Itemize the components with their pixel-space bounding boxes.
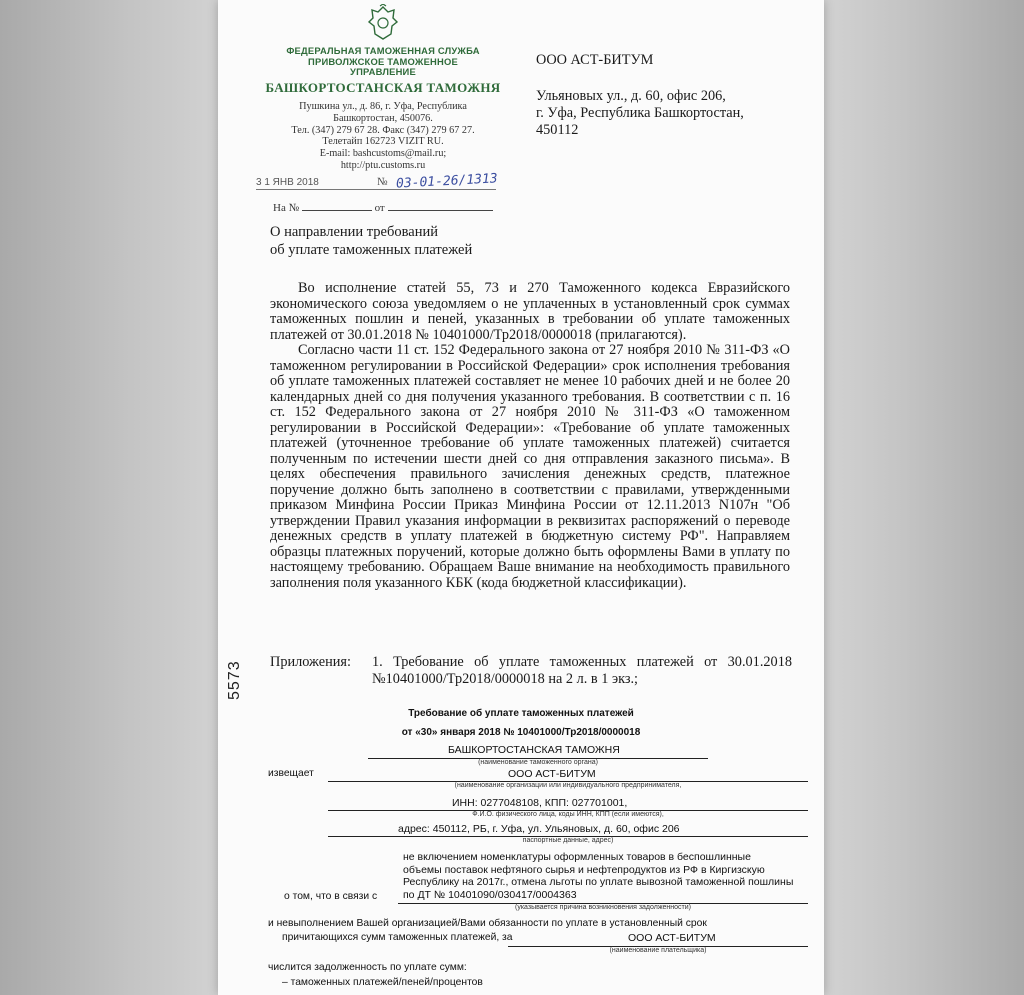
form-debt-item: – таможенных платежей/пеней/процентов — [282, 977, 483, 988]
form-address: адрес: 450112, РБ, г. Уфа, ул. Ульяновых, д. 60, офис 206 — [398, 823, 680, 835]
handwritten-number: 03-01-26/1313 — [395, 171, 499, 192]
form-inn-kpp: ИНН: 0277048108, КПП: 027701001, — [452, 797, 628, 809]
subject-line: О направлении требований — [270, 224, 438, 240]
recipient-address-line: Ульяновых ул., д. 60, офис 206, — [536, 88, 726, 104]
form-reason-label: о том, что в связи с — [284, 891, 378, 902]
address-line: http://ptu.customs.ru — [340, 159, 426, 171]
document-page — [218, 0, 824, 995]
address-line: Телетайп 162723 VIZIT RU. — [322, 136, 444, 148]
side-registration-number: 5573 — [226, 660, 243, 700]
office-address — [258, 101, 508, 172]
body-paragraph-2: Согласно части 11 ст. 152 Федерального закона от 27 ноября 2010 № 311-ФЗ «О таможенном регулировании в Российской Федерации» срок исполнения требования об уплате таможенных платежей составляет не менее 10 рабочих дней и не более 20 календарных дней со дня получения указанного требования. В соответствии с п. 16 ст. 152 Федерального закона от 27 ноября 2010 № 311-ФЗ «О таможенном регулировании в Российской Федерации»: «Требование об уплате таможенных платежей (уточненное требование об уплате таможенных платежей) считается полученным по истечении шести дней со дня отправления заказного письма». В целях обеспечения правильного зачисления денежных средств, платежное поручение должно быть заполнено в соответствии с правилами, утвержденными приказом Минфина России Приказ Минфина России от 12.11.2013 N107н "Об утверждении Правил указания информации в реквизитах распоряжений о переводе денежных средств в уплату платежей в бюджетную систему РФ". Направляем образцы платежных поручений, которые должно быть оформлены Вами в уплату по настоящему требованию. Обращаем Ваше внимание на необходимость правильного заполнения поля указанного КБК (кода бюджетной классификации). — [270, 342, 790, 591]
address-line: Башкортостан, 450076. — [333, 112, 433, 124]
form-subtitle: от «30» января 2018 № 10401000/Тр2018/0000018 — [401, 727, 641, 738]
form-customs-body: БАШКОРТОСТАНСКАЯ ТАМОЖНЯ — [448, 744, 620, 756]
form-organization: ООО АСТ-БИТУМ — [508, 768, 596, 780]
form-reason-line: Республику на 2017г., отмена льготы по уплате вывозной таможенной пошлины — [403, 876, 794, 888]
form-payer: ООО АСТ-БИТУМ — [628, 932, 716, 944]
background-right — [824, 0, 1024, 995]
form-caption: (наименование таможенного органа) — [478, 759, 598, 766]
ref-date-blank — [388, 210, 493, 211]
form-caption: (наименование плательщика) — [609, 947, 707, 954]
agency-name-line2: ПРИВОЛЖСКОЕ ТАМОЖЕННОЕ — [308, 56, 458, 67]
coat-of-arms-icon — [366, 4, 400, 42]
address-line: Тел. (347) 279 67 28. Факс (347) 279 67 27. — [291, 124, 475, 136]
recipient-name: ООО АСТ-БИТУМ — [536, 52, 654, 68]
office-title: БАШКОРТОСТАНСКАЯ ТАМОЖНЯ — [265, 80, 501, 95]
subject-line: об уплате таможенных платежей — [270, 242, 473, 258]
form-reason-line: не включением номенклатуры оформленных товаров в беспошлинные — [403, 851, 751, 863]
number-prefix: № — [377, 176, 388, 188]
form-caption: Ф.И.О. физического лица, коды ИНН, КПП (если имеются), — [472, 811, 664, 818]
address-line: Пушкина ул., д. 86, г. Уфа, Республика — [299, 101, 467, 112]
address-line: E-mail: bashcustoms@mail.ru; — [319, 148, 447, 160]
subject — [270, 223, 472, 259]
recipient-address — [536, 88, 744, 139]
attachments-item: 1. Требование об уплате таможенных платежей от 30.01.2018 №10401000/Тр2018/0000018 на 2 л. в 1 экз.; — [372, 654, 792, 687]
stamp-date: 3 1 ЯНВ 2018 — [256, 177, 319, 188]
agency-name-line1: ФЕДЕРАЛЬНАЯ ТАМОЖЕННАЯ СЛУЖБА — [286, 45, 480, 56]
ref-number-blank — [302, 210, 372, 211]
ref-prefix: На № — [273, 202, 300, 214]
form-caption: (наименование организации или индивидуального предпринимателя, — [454, 782, 682, 789]
form-nonfulfillment-2: причитающихся сумм таможенных платежей, за — [282, 932, 513, 943]
form-caption: (указывается причина возникновения задолженности) — [515, 904, 691, 911]
form-reason — [403, 851, 803, 901]
ref-from: от — [374, 202, 385, 214]
background-left — [0, 0, 218, 995]
form-title: Требование об уплате таможенных платежей — [408, 708, 634, 719]
form-debt-label: числится задолженность по уплате сумм: — [268, 962, 467, 973]
recipient-address-line: г. Уфа, Республика Башкортостан, — [536, 105, 744, 121]
form-reason-line: по ДТ № 10401090/030417/0004363 — [403, 888, 577, 901]
attachments-label: Приложения: — [270, 654, 351, 670]
agency-name-line3: УПРАВЛЕНИЕ — [350, 66, 416, 77]
letter-body — [270, 281, 790, 591]
form-nonfulfillment-1: и невыполнением Вашей организацией/Вами обязанности по уплате в установленный срок — [268, 918, 707, 929]
body-paragraph-1: Во исполнение статей 55, 73 и 270 Таможенного кодекса Евразийского экономического союза уведомляем о не уплаченных в установленный срок суммах таможенных пошлин и пеней, указанных в требовании об уплате таможенных платежей от 30.01.2018 № 10401000/Тр2018/0000018 (прилагаются). — [270, 280, 790, 343]
stamp-underline — [256, 189, 496, 190]
recipient-address-line: 450112 — [536, 122, 579, 138]
form-reason-line: объемы поставок нефтяного сырья и нефтепродуктов из РФ в Киргизскую — [403, 863, 765, 876]
reference-line — [273, 202, 493, 214]
form-caption: паспортные данные, адрес) — [522, 837, 614, 844]
form-notifies-label: извещает — [268, 768, 314, 779]
